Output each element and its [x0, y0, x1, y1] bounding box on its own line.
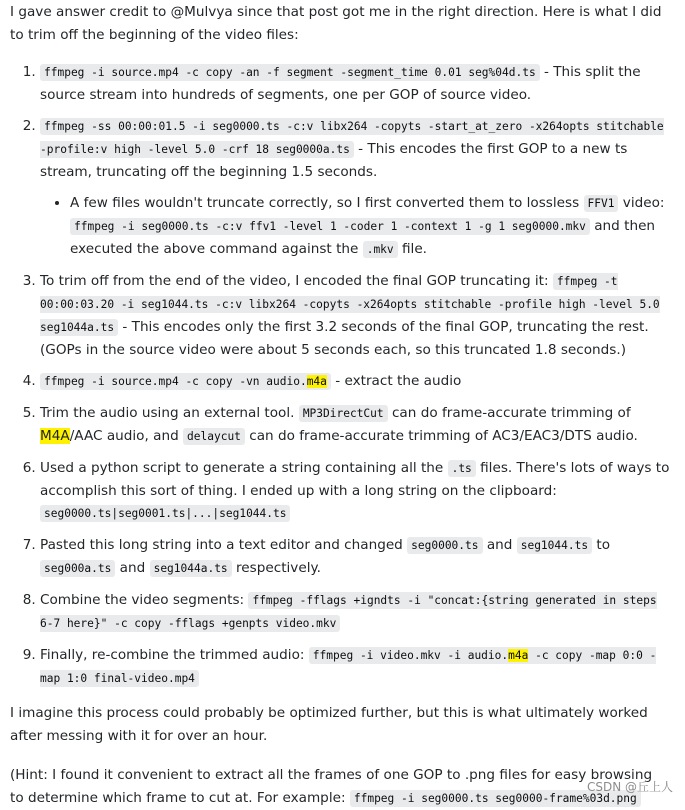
- step-5: [40, 402, 670, 448]
- intro-paragraph: I gave answer credit to @Mulvya since that post got me in the right direction. Here is what I did to trim off the beginning of the video files:: [10, 4, 662, 43]
- code-encode-first-gop: ffmpeg -ss 00:00:01.5 -i seg0000.ts -c:v libx264 -copyts -start_at_zero -x264opts stitchable -profile:v high -level 5.0 -crf 18 seg0000a.ts: [40, 120, 664, 156]
- step-2-text: - This encodes the first GOP to a new ts stream, truncating off the beginning 1.5 seconds.: [40, 141, 628, 180]
- code-seg1044a: seg1044a.ts: [150, 560, 232, 577]
- watermark: CSDN @丘上人: [586, 780, 673, 794]
- sub-text-2: video:: [618, 195, 665, 211]
- step-5-text-2: can do frame-accurate trimming of: [387, 405, 631, 421]
- step-7-text-1: Pasted this long string into a text editor and changed: [40, 537, 408, 553]
- step-7-text-3: to: [592, 537, 611, 553]
- step-9-text: Finally, re-combine the trimmed audio:: [40, 647, 309, 663]
- code-seg000a: seg000a.ts: [40, 560, 115, 577]
- step-6: [40, 457, 670, 525]
- highlight-M4A: M4A: [40, 428, 70, 444]
- code-seg0000: seg0000.ts: [407, 537, 482, 554]
- step-3-text-2: - This encodes only the first 3.2 seconds of the final GOP, truncating the rest. (GOPs in the source video were about 5 seconds each, so this truncated 1.8 seconds.): [40, 319, 649, 358]
- step-6-text-1: Used a python script to generate a string containing all the: [40, 460, 448, 476]
- code-extract-frames: ffmpeg -i seg0000.ts seg0000-frame%03d.png: [350, 790, 641, 807]
- code-seg1044: seg1044.ts: [517, 537, 592, 554]
- step-4: [40, 370, 670, 393]
- step-8-text: Combine the video segments:: [40, 592, 249, 608]
- sub-text-3: and then executed the above command against the: [70, 218, 656, 257]
- step-9: [40, 644, 670, 690]
- code-segment-command: ffmpeg -i source.mp4 -c copy -an -f segment -segment_time 0.01 seg%04d.ts: [40, 64, 540, 81]
- highlight-m4a-2: m4a: [508, 649, 529, 662]
- step-7: [40, 534, 670, 580]
- step-7-text-2: and: [482, 537, 517, 553]
- step-7-text-4: and: [115, 560, 150, 576]
- step-2-sublist: [40, 192, 670, 261]
- step-5-text-3: /AAC audio, and: [69, 428, 184, 444]
- step-1-text: - This split the source stream into hundreds of segments, one per GOP of source video.: [40, 64, 641, 103]
- step-2: [40, 115, 670, 261]
- step-1: [40, 61, 670, 106]
- answer-body: [10, 0, 670, 810]
- hint-text: (Hint: I found it convenient to extract all the frames of one GOP to .png files for easy browsing to determine which frame to cut at. For example:: [10, 767, 653, 806]
- step-5-text-4: can do frame-accurate trimming of AC3/EAC3/DTS audio.: [244, 428, 638, 444]
- code-ffv1-command: ffmpeg -i seg0000.ts -c:v ffv1 -level 1 -coder 1 -context 1 -g 1 seg0000.mkv: [70, 218, 590, 235]
- step-4-text: - extract the audio: [330, 373, 462, 389]
- code-ts-ext: .ts: [448, 460, 476, 477]
- code-mkv-ext: .mkv: [363, 241, 398, 258]
- code-ffv1: FFV1: [584, 195, 619, 212]
- step-3-text-1: To trim off from the end of the video, I encoded the final GOP truncating it:: [40, 273, 553, 289]
- steps-list: [10, 61, 670, 690]
- step-2-subitem: [70, 192, 670, 261]
- sub-text-4: file.: [397, 241, 428, 257]
- step-5-text-1: Trim the audio using an external tool.: [40, 405, 299, 421]
- hint-paragraph: [10, 764, 670, 810]
- code-extract-audio-pre: ffmpeg -i source.mp4 -c copy -vn audio.: [44, 375, 307, 388]
- code-trim-end: ffmpeg -t 00:00:03.20 -i seg1044.ts -c:v libx264 -copyts -x264opts stitchable -profile high -level 5.0 seg1044a.ts: [40, 275, 660, 334]
- highlight-m4a: m4a: [306, 375, 327, 388]
- sub-text-1: A few files wouldn't truncate correctly, so I first converted them to lossless: [70, 195, 584, 211]
- step-8: [40, 589, 670, 635]
- outro-paragraph: I imagine this process could probably be optimized further, but this is what ultimately worked after messing with it for over an hour.: [10, 705, 648, 744]
- code-delaycut: delaycut: [183, 428, 245, 445]
- code-mp3directcut: MP3DirectCut: [299, 405, 388, 422]
- step-3: [40, 270, 670, 361]
- code-concat: ffmpeg -fflags +igndts -i "concat:{string generated in steps 6-7 here}" -c copy -fflags +genpts video.mkv: [40, 594, 657, 630]
- code-final-mux-post: -c copy -map 0:0 -map 1:0 final-video.mp4: [40, 649, 657, 685]
- code-extract-audio: [40, 373, 331, 390]
- step-7-text-5: respectively.: [231, 560, 321, 576]
- step-6-text-2: files. There's lots of ways to accomplish this sort of thing. I ended up with a long string on the clipboard:: [40, 460, 670, 499]
- code-segment-list: seg0000.ts|seg0001.ts|...|seg1044.ts: [40, 505, 290, 522]
- code-final-mux-pre: ffmpeg -i video.mkv -i audio.: [312, 649, 509, 662]
